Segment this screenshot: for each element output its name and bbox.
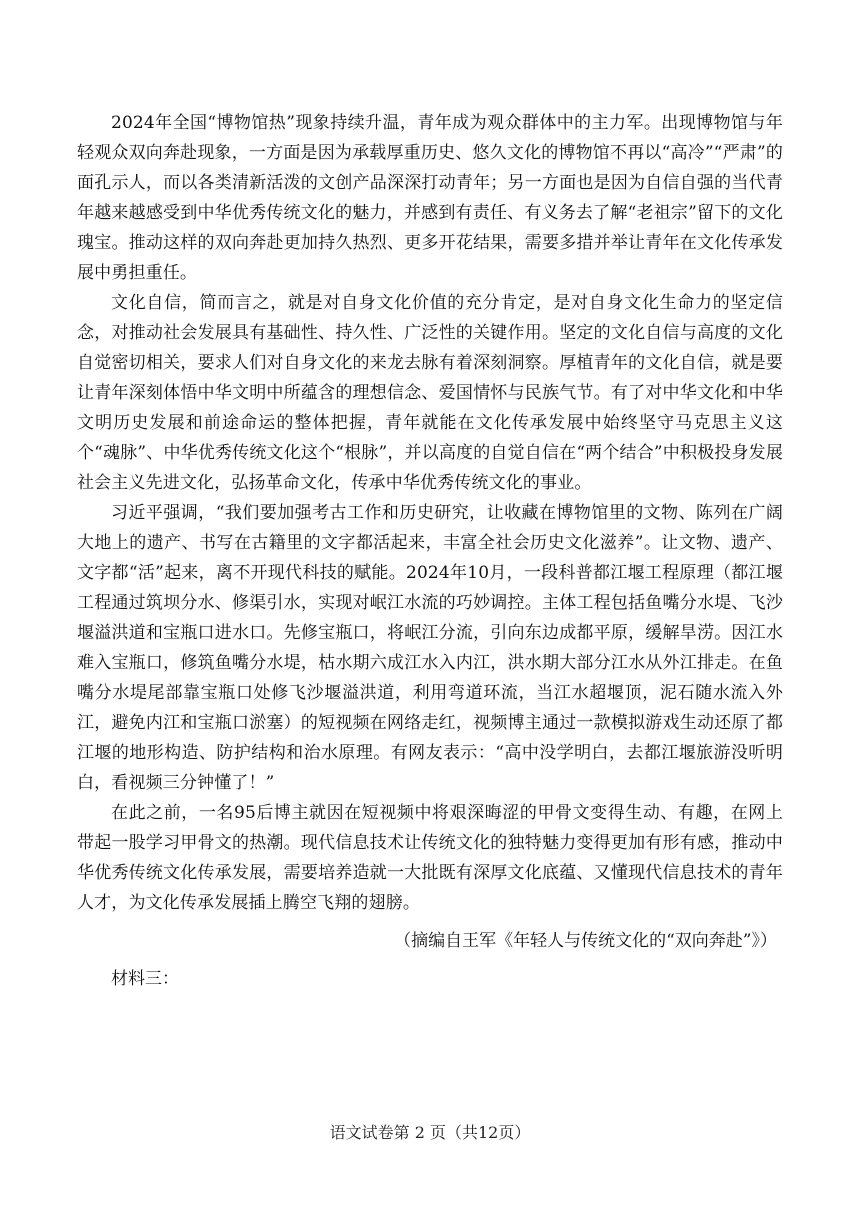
paragraph-4: 在此之前，一名95后博主就因在短视频中将艰深晦涩的甲骨文变得生动、有趣，在网上带起一股学习甲骨文的热潮。现代信息技术让传统文化的独特魅力变得更加有形有感，推动中华优秀传统文化传承发展，需要培养造就一大批既有深厚文化底蕴、又懂现代信息技术的青年人才，为文化传承发展插上腾空飞翔的翅膀。 bbox=[77, 803, 783, 913]
page-footer: 语文试卷第 2 页（共12页） bbox=[329, 1123, 531, 1142]
article-body bbox=[77, 108, 783, 994]
paragraph-3: 习近平强调，“我们要加强考古工作和历史研究，让收藏在博物馆里的文物、陈列在广阔大地上的遗产、书写在古籍里的文字都活起来，丰富全社会历史文化滋养”。让文物、遗产、文字都“活”起来，离不开现代科技的赋能。2024年10月，一段科普都江堰工程原理（都江堰工程通过筑坝分水、修渠引水，实现对岷江水流的巧妙调控。主体工程包括鱼嘴分水堤、飞沙堰溢洪道和宝瓶口进水口。先修宝瓶口，将岷江分流，引向东边成都平原，缓解旱涝。因江水难入宝瓶口，修筑鱼嘴分水堤，枯水期六成江水入内江，洪水期大部分江水从外江排走。在鱼嘴分水堤尾部靠宝瓶口处修飞沙堰溢洪道，利用弯道环流，当江水超堰顶，泥石随水流入外江，避免内江和宝瓶口淤塞）的短视频在网络走红，视频博主通过一款模拟游戏生动还原了都江堰的地形构造、防护结构和治水原理。有网友表示：“高中没学明白，去都江堰旅游没听明白，看视频三分钟懂了！” bbox=[77, 503, 783, 793]
material-label: 材料三： bbox=[111, 969, 179, 989]
paragraph-2: 文化自信，简而言之，就是对自身文化价值的充分肯定，是对自身文化生命力的坚定信念，对推动社会发展具有基础性、持久性、广泛性的关键作用。坚定的文化自信与高度的文化自觉密切相关，要求人们对自身文化的来龙去脉有着深刻洞察。厚植青年的文化自信，就是要让青年深刻体悟中华文明中所蕴含的理想信念、爱国情怀与民族气节。有了对中华文化和中华文明历史发展和前途命运的整体把握，青年就能在文化传承发展中始终坚守马克思主义这个“魂脉”、中华优秀传统文化这个“根脉”，并以高度的自觉自信在“两个结合”中积极投身发展社会主义先进文化，弘扬革命文化，传承中华优秀传统文化的事业。 bbox=[77, 293, 783, 493]
source-citation: （摘编自王军《年轻人与传统文化的“双向奔赴”》） bbox=[394, 931, 777, 951]
paragraph-1: 2024年全国“博物馆热”现象持续升温，青年成为观众群体中的主力军。出现博物馆与年轻观众双向奔赴现象，一方面是因为承载厚重历史、悠久文化的博物馆不再以“高冷”“严肃”的面孔示人，而以各类清新活泼的文创产品深深打动青年；另一方面也是因为自信自强的当代青年越来越感受到中华优秀传统文化的魅力，并感到有责任、有义务去了解“老祖宗”留下的文化瑰宝。推动这样的双向奔赴更加持久热烈、更多开花结果，需要多措并举让青年在文化传承发展中勇担重任。 bbox=[77, 113, 783, 283]
